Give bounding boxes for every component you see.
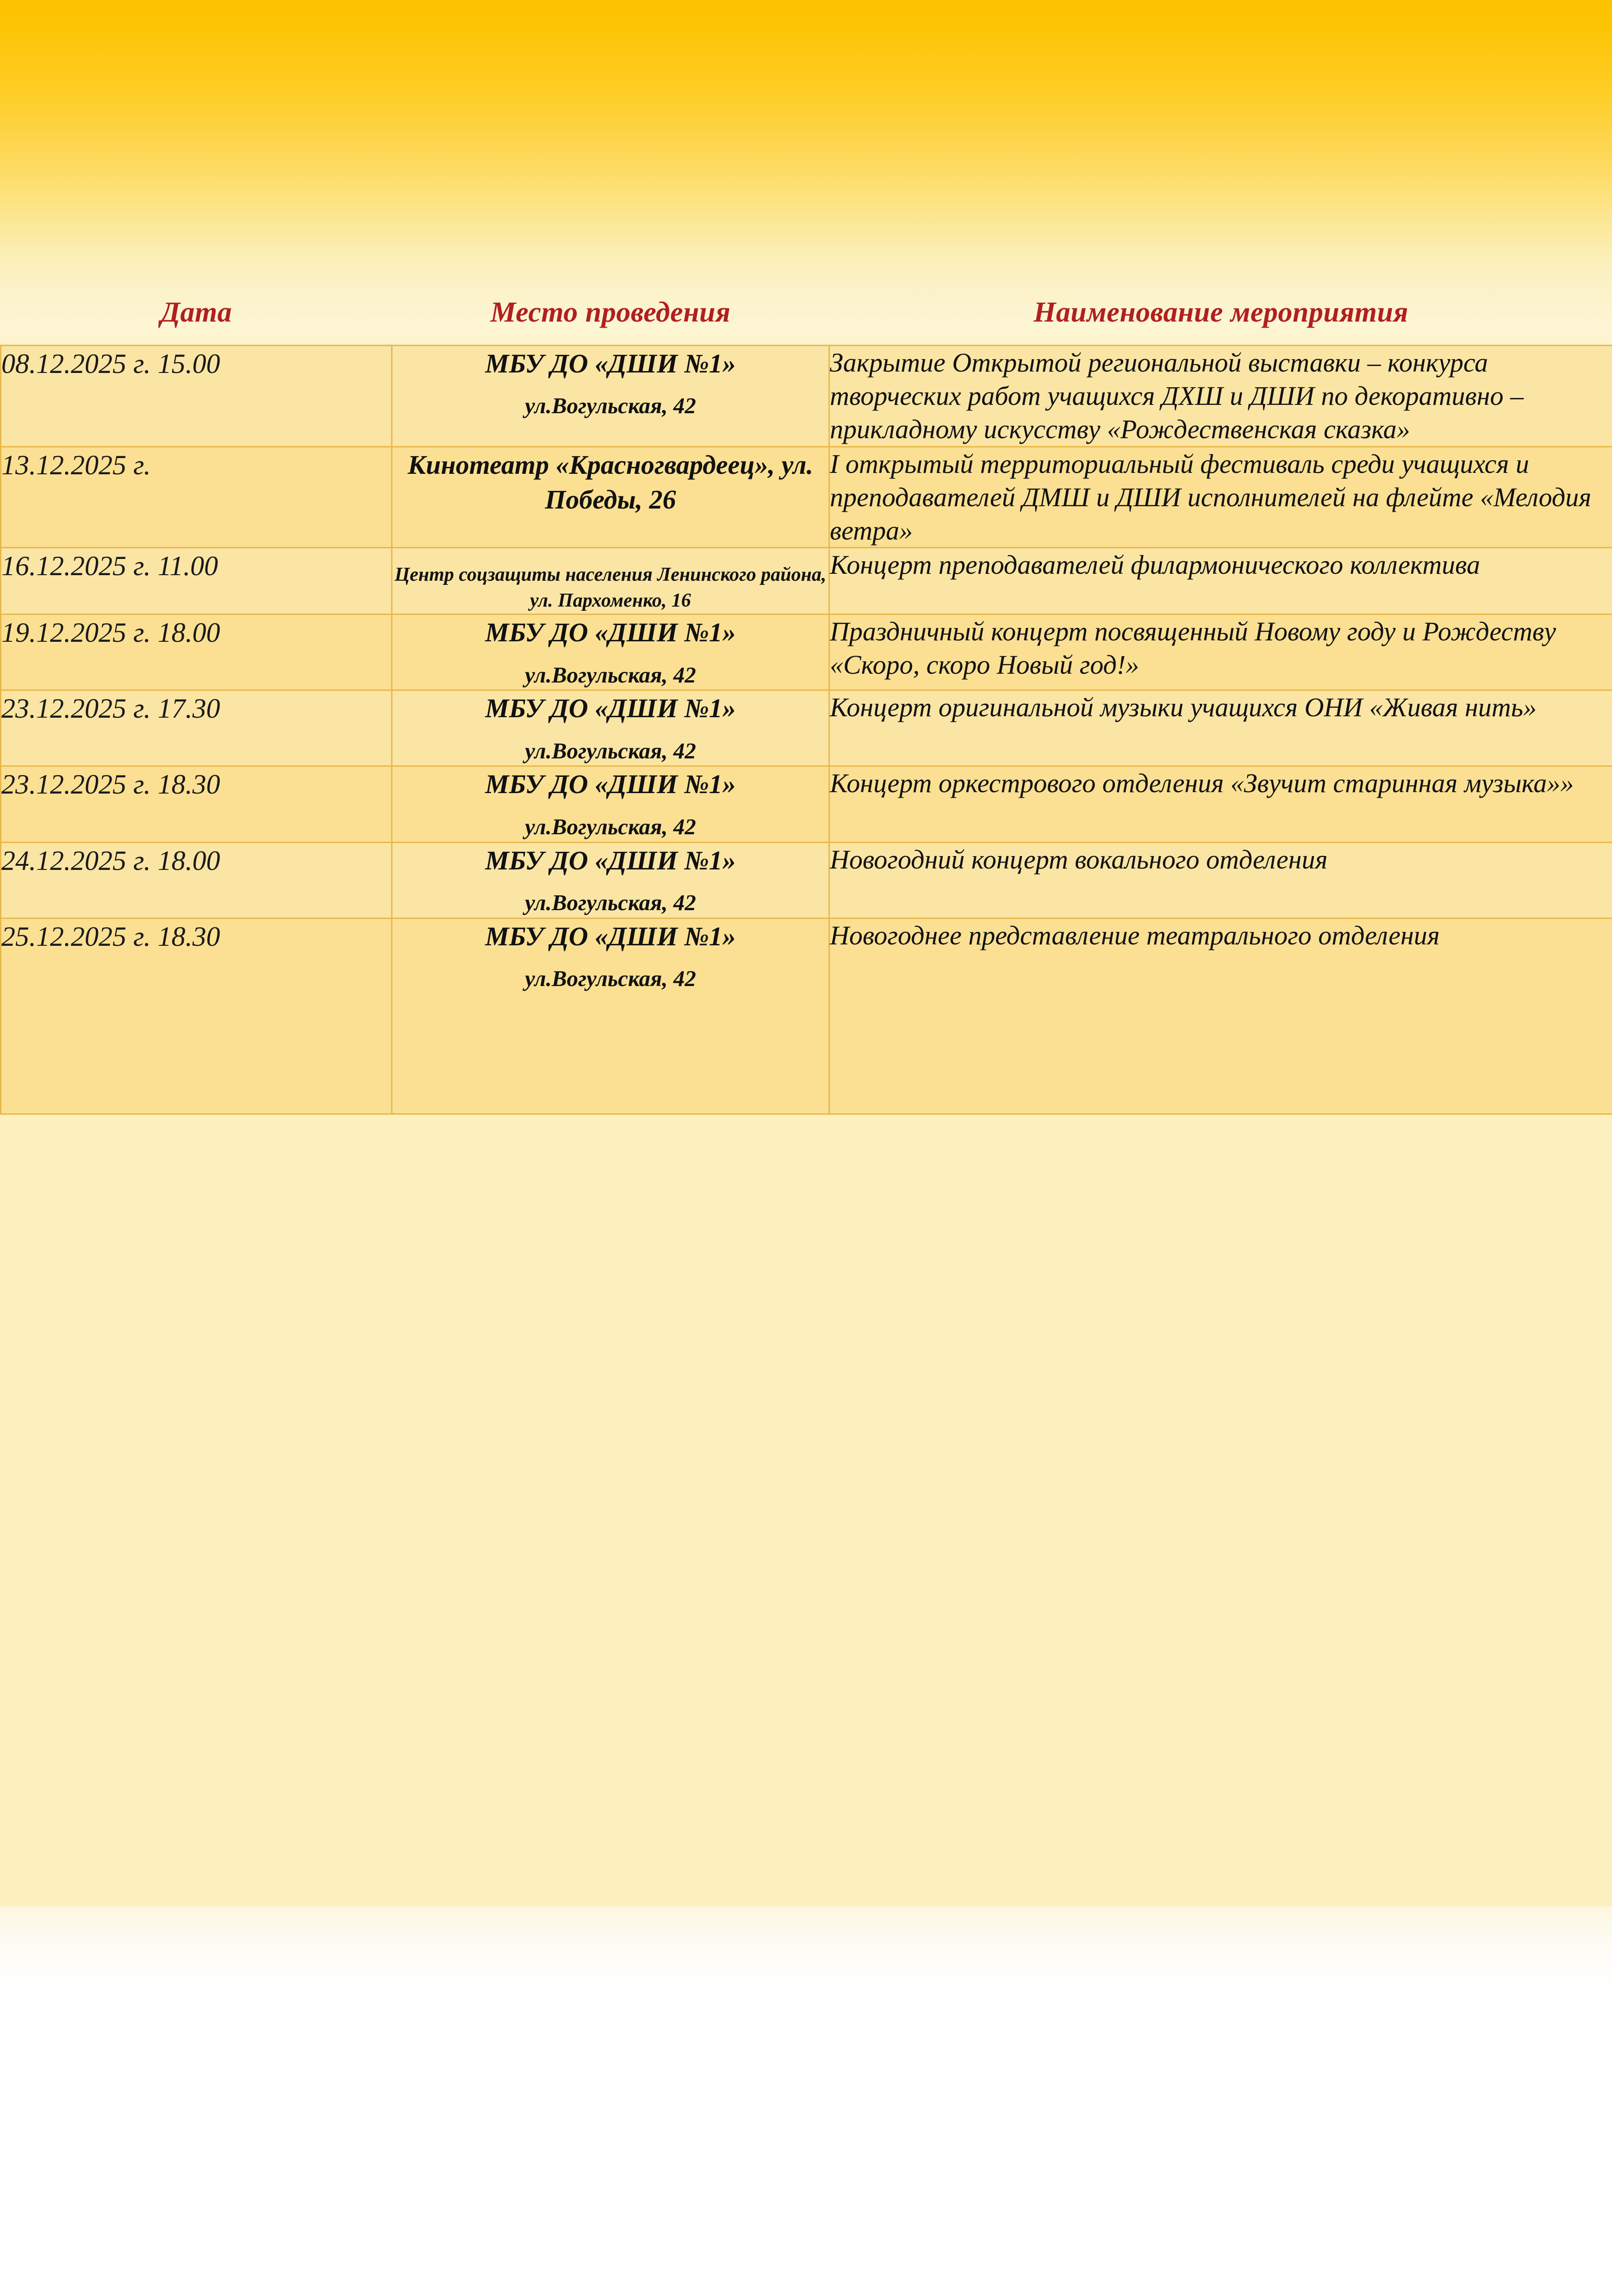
cell-date: 24.12.2025 г. 18.00 [1,842,392,918]
cell-place-address: ул.Вогульская, 42 [525,662,696,688]
column-header-place-label: Место проведения [490,297,731,328]
column-header-place [392,296,829,346]
cell-place-name: МБУ ДО «ДШИ №1» [485,921,736,951]
table-row [1,614,1612,690]
cell-place-address: ул.Вогульская, 42 [525,393,696,419]
schedule-table [0,296,1612,1115]
cell-place-address: ул.Вогульская, 42 [525,966,696,992]
cell-date: 23.12.2025 г. 17.30 [1,690,392,766]
column-header-event [829,296,1612,346]
cell-place [392,842,829,918]
cell-place-name: Центр соцзащиты населения Ленинского района, ул. Пархоменко, 16 [394,564,827,611]
cell-place [392,766,829,842]
cell-place [392,614,829,690]
cell-place-name: МБУ ДО «ДШИ №1» [485,845,736,875]
cell-date: 19.12.2025 г. 18.00 [1,614,392,690]
column-header-event-label: Наименование мероприятия [1033,297,1408,328]
cell-place-name: Кинотеатр «Красногвардеец», ул. Победы, 26 [407,449,814,515]
cell-date: 25.12.2025 г. 18.30 [1,918,392,1114]
cell-place-address: ул.Вогульская, 42 [525,813,696,839]
cell-place-name: МБУ ДО «ДШИ №1» [485,693,736,724]
cell-date: 13.12.2025 г. [1,447,392,548]
column-header-date-label: Дата [160,297,232,328]
cell-event: I открытый территориальный фестиваль среди учащихся и преподавателей ДМШ и ДШИ исполнителей на флейте «Мелодия ветра» [829,447,1612,548]
cell-date: 23.12.2025 г. 18.30 [1,766,392,842]
cell-event: Закрытие Открытой региональной выставки – конкурса творческих работ учащихся ДХШ и ДШИ по декоративно – прикладному искусству «Рождественская сказка» [829,346,1612,447]
table-row [1,766,1612,842]
cell-event: Концерт преподавателей филармонического коллектива [829,548,1612,614]
table-header-row [1,296,1612,346]
cell-event: Концерт оркестрового отделения «Звучит старинная музыка»» [829,766,1612,842]
cell-place [392,548,829,614]
cell-place-name: МБУ ДО «ДШИ №1» [485,348,736,379]
cell-event: Новогоднее представление театрального отделения [829,918,1612,1114]
cell-event: Новогодний концерт вокального отделения [829,842,1612,918]
cell-place-address: ул.Вогульская, 42 [525,889,696,915]
cell-event: Концерт оригинальной музыки учащихся ОНИ «Живая нить» [829,690,1612,766]
table-row [1,548,1612,614]
schedule-table-container [0,296,1612,1115]
table-row [1,918,1612,1114]
cell-place [392,690,829,766]
cell-place-name: МБУ ДО «ДШИ №1» [485,769,736,800]
table-row [1,447,1612,548]
background-bottom-fade [0,1906,1612,2296]
table-row [1,842,1612,918]
table-row [1,346,1612,447]
cell-date: 08.12.2025 г. 15.00 [1,346,392,447]
table-row [1,690,1612,766]
cell-place-address: ул.Вогульская, 42 [525,738,696,763]
cell-place [392,918,829,1114]
column-header-date [1,296,392,346]
cell-place-name: МБУ ДО «ДШИ №1» [485,617,736,648]
cell-date: 16.12.2025 г. 11.00 [1,548,392,614]
cell-place [392,447,829,548]
cell-event: Праздничный концерт посвященный Новому году и Рождеству «Скоро, скоро Новый год!» [829,614,1612,690]
cell-place [392,346,829,447]
